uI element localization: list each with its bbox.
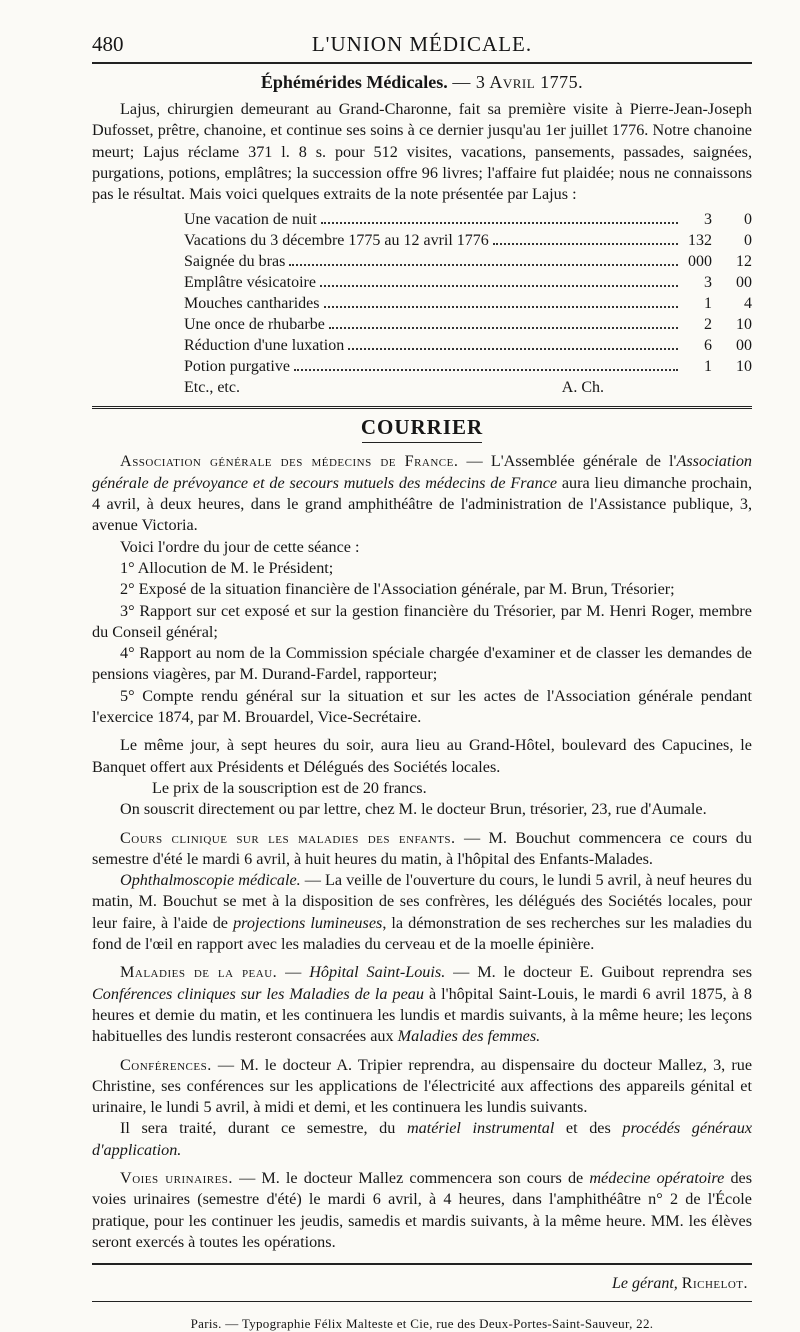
bill-amount-sous: 00 <box>736 337 752 355</box>
subscribe-paragraph: On souscrit directement ou par lettre, chez M. le docteur Brun, trésorier, 23, rue d'Aumale. <box>120 800 707 819</box>
bill-label: Mouches cantharides <box>184 295 320 313</box>
bill-row <box>184 314 752 335</box>
order-item: 2° Exposé de la situation financière de l'Association générale, par M. Brun, Trésorier; <box>120 580 675 599</box>
bill-row <box>184 251 752 272</box>
leader-dots <box>320 285 678 287</box>
association-text-a: — L'Assemblée générale de l' <box>466 452 677 471</box>
bill-amount-livres: 000 <box>688 253 712 271</box>
order-item: 3° Rapport sur cet exposé et sur la gestion financière du Trésorier, par M. Henri Roger, membre du Conseil général; <box>92 601 752 641</box>
conferences-text: — M. le docteur A. Tripier reprendra, au dispensaire du docteur Mallez, 3, rue Christine, ses conférences sur les applications de l'électricité aux affections des appareils génital et urinaire, le lundi 5 avril, à midi et demi, et les continuera les lundis suivants. <box>92 1055 753 1117</box>
section-divider <box>92 406 752 409</box>
conf2-procedes: procédés généraux d'application. <box>92 1119 753 1159</box>
ophtalmo-text-a: — La veille de l'ouverture du cours, le lundi 5 avril, à neuf heures du matin, M. Bouchut se met à la disposition de ses confrères, les délégués des Sociétés locales, pour leur faire, à l'aide de <box>92 871 753 932</box>
conf2-text-a: Il sera traité, durant ce semestre, du <box>120 1119 396 1138</box>
bill-label: Emplâtre vésicatoire <box>184 274 316 292</box>
leader-dots <box>289 264 678 266</box>
bill-amount-sous: 12 <box>736 253 752 271</box>
bill-list <box>184 209 752 377</box>
bill-amount-livres: 1 <box>704 295 712 313</box>
bill-amount-sous: 0 <box>744 211 752 229</box>
bill-row <box>184 230 752 251</box>
ophtalmo-italic: projections lumineuses <box>233 913 383 932</box>
journal-title: L'UNION MÉDICALE. <box>311 32 533 56</box>
peau-hospital: Hôpital Saint-Louis. <box>309 963 446 982</box>
conf2-text-b: et des <box>565 1119 611 1138</box>
peau-femmes: Maladies des femmes. <box>397 1027 541 1046</box>
peau-lead: Maladies de la peau. <box>120 963 278 982</box>
bill-amount-livres: 3 <box>704 274 712 292</box>
bill-row <box>184 272 752 293</box>
page-header <box>92 30 752 62</box>
bill-amount-sous: 4 <box>744 295 752 313</box>
association-lead: Association générale des médecins de France. <box>120 452 459 471</box>
peau-text-b: — M. le docteur E. Guibout reprendra ses <box>453 963 753 982</box>
bill-row <box>184 356 752 377</box>
footer-rule <box>92 1301 752 1302</box>
courrier-underline <box>362 442 482 443</box>
conf2-materiel: matériel instrumental <box>406 1119 555 1138</box>
banquet-paragraph: Le même jour, à sept heures du soir, aura lieu au Grand-Hôtel, boulevard des Capucines, le Banquet offert aux Présidents et Délégués des Sociétés locales. <box>92 736 752 776</box>
bill-label: Une once de rhubarbe <box>184 316 325 334</box>
gerant-label: Le gérant, <box>612 1275 678 1293</box>
cours-lead: Cours clinique sur les maladies des enfants. <box>120 828 456 847</box>
courrier-heading: COURRIER <box>360 415 484 440</box>
closing-rule <box>92 1263 752 1265</box>
association-name: Association générale de prévoyance et de secours mutuels des médecins de France <box>92 452 753 492</box>
cours-text: — M. Bouchut commencera ce cours du semestre d'été le mardi 6 avril, à huit heures du matin, à l'hôpital des Enfants-Malades. <box>92 828 752 868</box>
bill-amount-livres: 2 <box>704 316 712 334</box>
bill-label: Potion purgative <box>184 358 290 376</box>
leader-dots <box>329 327 678 329</box>
order-list <box>92 558 752 728</box>
ephemerides-text: Lajus, chirurgien demeurant au Grand-Charonne, fait sa première visite à Pierre-Jean-Joseph Dufosset, prêtre, chanoine, et continue ses soins à ce dernier jusqu'au 1er juillet 1776. Notre chanoine meurt; Lajus réclame 371 l. 8 s. pour 512 visites, vacations, pansements, passades, saignées, purgations, potions, emplâtres; la succession offre 96 livres; l'affaire fut plaidée; nous ne connaissons pas le résultat. Mais voici quelques extraits de la note présentée par Lajus : <box>92 100 752 204</box>
voies-text-a: — M. le docteur Mallez commencera son cours de <box>239 1168 584 1187</box>
journal-page <box>92 30 752 1332</box>
ophtalmo-lead: Ophthalmoscopie médicale. <box>120 871 301 890</box>
order-item: 1° Allocution de M. le Président; <box>120 558 334 577</box>
association-paragraph <box>92 451 752 536</box>
leader-dots <box>324 306 678 308</box>
bill-closing <box>184 377 752 398</box>
order-intro: Voici l'ordre du jour de cette séance : <box>120 537 360 556</box>
peau-conferences: Conférences cliniques sur les Maladies de la peau <box>92 984 424 1003</box>
voies-lead: Voies urinaires. <box>120 1168 233 1187</box>
leader-dots <box>294 369 678 371</box>
bill-amount-livres: 6 <box>704 337 712 355</box>
voies-italic: médecine opératoire <box>589 1168 725 1187</box>
bill-label: Saignée du bras <box>184 253 286 271</box>
bill-amount-sous: 10 <box>736 316 752 334</box>
bill-amount-livres: 1 <box>704 358 712 376</box>
bill-label: Une vacation de nuit <box>184 211 317 229</box>
peau-paragraph <box>92 962 752 1047</box>
bill-amount-sous: 0 <box>744 232 752 250</box>
ephemerides-title: Éphémérides Médicales. <box>260 72 448 92</box>
leader-dots <box>348 348 678 350</box>
ephemerides-date: — 3 Avril 1775. <box>452 72 584 92</box>
bill-amount-sous: 10 <box>736 358 752 376</box>
ephemerides-signature: A. Ch. <box>561 379 604 397</box>
voies-paragraph <box>92 1168 752 1253</box>
bill-row <box>184 209 752 230</box>
bill-row <box>184 335 752 356</box>
conferences-lead: Conférences. <box>120 1055 212 1074</box>
bill-label: Vacations du 3 décembre 1775 au 12 avril 1776 <box>184 232 489 250</box>
leader-dots <box>321 222 678 224</box>
bill-row <box>184 293 752 314</box>
conferences-detail <box>92 1118 752 1161</box>
bill-label: Réduction d'une luxation <box>184 337 345 355</box>
gerant-name: Richelot. <box>681 1275 748 1293</box>
header-rule <box>92 62 752 64</box>
bill-amount-livres: 3 <box>704 211 712 229</box>
ephemerides-heading <box>92 72 752 93</box>
page-number: 480 <box>92 32 124 56</box>
peau-text-c: à l'hôpital Saint-Louis, le mardi 6 avril 1875, à 8 heures et demie du matin, et les continuera les lundis et mardis suivants, à la même heure; les leçons habituelles des lundis resteront consacrées aux <box>92 984 752 1046</box>
price-paragraph: Le prix de la souscription est de 20 francs. <box>152 778 427 797</box>
cours-paragraph <box>92 828 752 871</box>
order-item: 5° Compte rendu général sur la situation et sur les actes de l'Association générale pendant l'exercice 1874, par M. Brouardel, Vice-Secrétaire. <box>92 686 752 727</box>
bill-etc: Etc., etc. <box>184 379 240 397</box>
bill-amount-livres: 132 <box>688 232 712 250</box>
conferences-paragraph <box>92 1055 752 1119</box>
voies-text-b: des voies urinaires (semestre d'été) le mardi 6 avril, à 4 heures, dans l'amphithéâtre n° 2 de l'École pratique, pour les continuer les jeudis, samedis et mardis suivants, à la même heure. MM. les élèves seront exercés à toutes les opérations. <box>92 1168 753 1251</box>
ophtalmo-text-b: , la démonstration de ses recherches sur les maladies du fond de l'œil en rapport avec les maladies du cerveau et de la moelle épinière. <box>92 913 753 954</box>
bill-amount-sous: 00 <box>736 274 752 292</box>
printer-footer: Paris. — Typographie Félix Malteste et Cie, rue des Deux-Portes-Saint-Sauveur, 22. <box>190 1316 654 1332</box>
peau-text-a: — <box>285 963 302 982</box>
leader-dots <box>493 243 678 245</box>
association-text-b: aura lieu dimanche prochain, 4 avril, à deux heures, dans le grand amphithéâtre de l'administration de l'Assistance publique, 3, avenue Victoria. <box>92 473 752 535</box>
gerant-line <box>92 1275 752 1293</box>
order-item: 4° Rapport au nom de la Commission spéciale chargée d'examiner et de classer les demandes de pensions viagères, par M. Durand-Fardel, rapporteur; <box>92 644 752 684</box>
ophtalmo-paragraph <box>92 870 752 955</box>
